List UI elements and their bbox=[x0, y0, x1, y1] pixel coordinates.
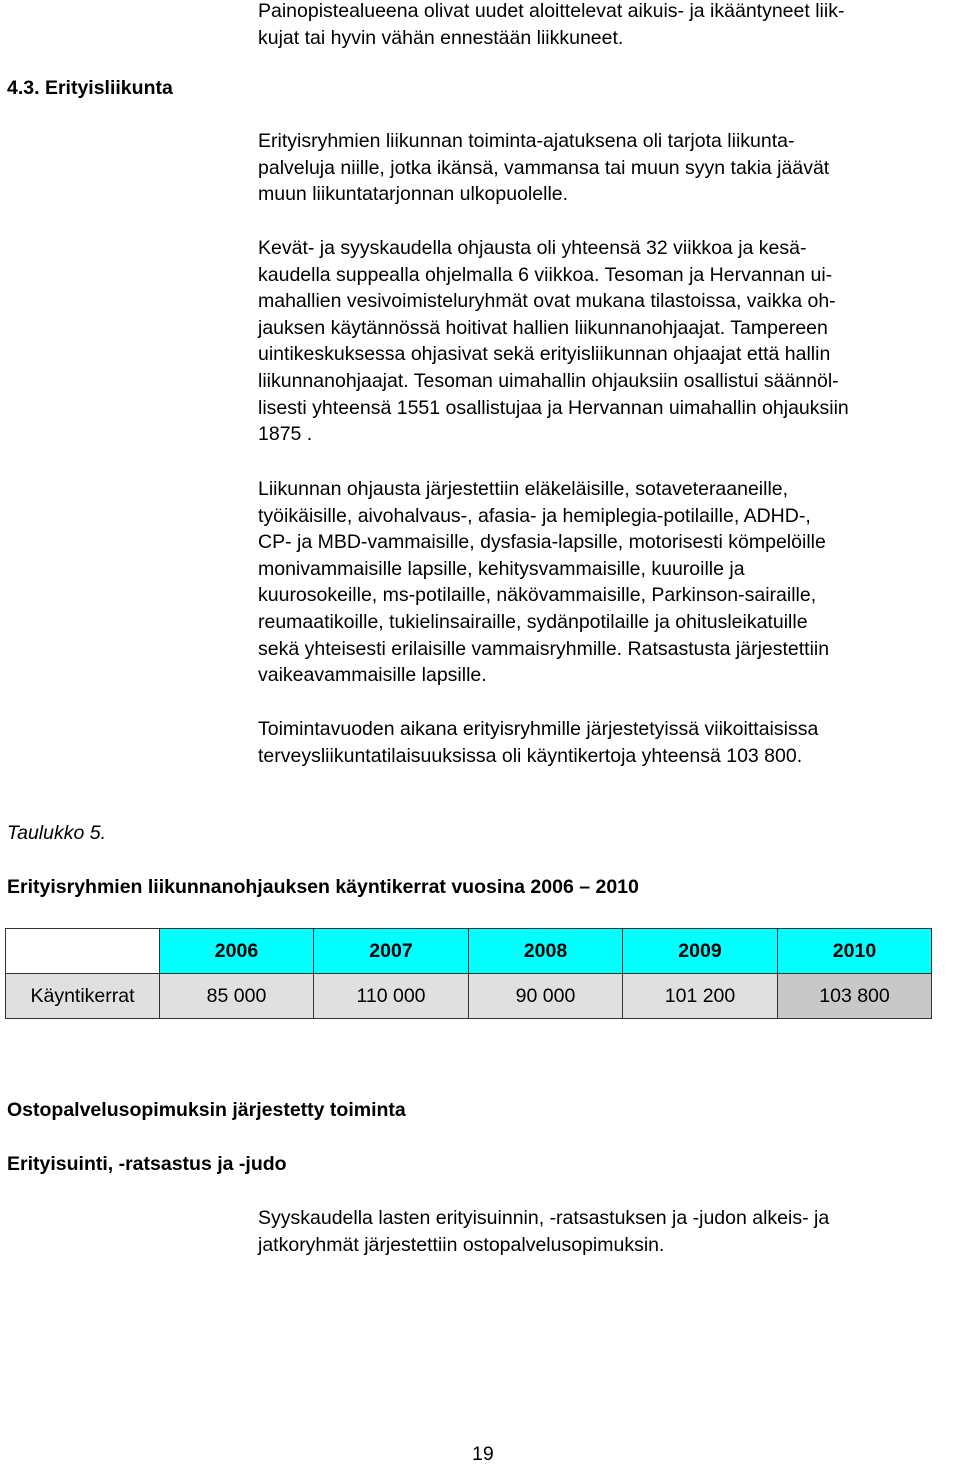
year-header: 2010 bbox=[778, 929, 932, 974]
year-header: 2006 bbox=[160, 929, 314, 974]
page-number: 19 bbox=[472, 1443, 494, 1465]
value-cell: 101 200 bbox=[623, 974, 778, 1019]
paragraph-line: Erityisryhmien liikunnan toiminta-ajatuksena oli tarjota liikunta- bbox=[258, 130, 795, 152]
paragraph-line: liikunnanohjaajat. Tesoman uimahallin ohjauksiin osallistui säännöl- bbox=[258, 369, 839, 392]
year-header: 2007 bbox=[314, 929, 469, 974]
paragraph-line: 1875 . bbox=[258, 423, 313, 446]
section-paragraph-1 bbox=[258, 128, 958, 208]
paragraph-line: vaikeavammaisille lapsille. bbox=[258, 664, 487, 687]
outsourcing-subheading: Erityisuinti, -ratsastus ja -judo bbox=[7, 1153, 287, 1175]
paragraph-line: Liikunnan ohjausta järjestettiin eläkeläisille, sotaveteraaneille, bbox=[258, 478, 789, 500]
paragraph-line: kuurosokeille, ms-potilaille, näkövammaisille, Parkinson-sairaille, bbox=[258, 584, 817, 607]
visits-table bbox=[5, 928, 932, 1019]
outsourcing-paragraph bbox=[258, 1205, 958, 1258]
paragraph-line: Toimintavuoden aikana erityisryhmille järjestetyissä viikoittaisissa bbox=[258, 718, 819, 740]
outsourcing-heading: Ostopalvelusopimuksin järjestetty toiminta bbox=[7, 1099, 406, 1121]
table-title: Erityisryhmien liikunnanohjauksen käyntikerrat vuosina 2006 – 2010 bbox=[7, 876, 639, 898]
section-paragraph-3 bbox=[258, 476, 958, 689]
table-header-row bbox=[6, 929, 932, 974]
intro-paragraph bbox=[258, 0, 958, 51]
value-cell: 85 000 bbox=[160, 974, 314, 1019]
section-heading: 4.3. Erityisliikunta bbox=[7, 77, 173, 99]
year-header: 2009 bbox=[623, 929, 778, 974]
paragraph-line: työikäisille, aivohalvaus-, afasia- ja hemiplegia-potilaille, ADHD-, bbox=[258, 504, 811, 527]
intro-line: kujat tai hyvin vähän ennestään liikkuneet. bbox=[258, 26, 624, 49]
row-label: Käyntikerrat bbox=[6, 974, 160, 1019]
paragraph-line: palveluja niille, jotka ikänsä, vammansa tai muun syyn takia jäävät bbox=[258, 156, 830, 179]
value-cell: 90 000 bbox=[469, 974, 623, 1019]
year-header: 2008 bbox=[469, 929, 623, 974]
paragraph-line: sekä yhteisesti erilaisille vammaisryhmille. Ratsastusta järjestettiin bbox=[258, 637, 830, 660]
header-blank-cell bbox=[6, 929, 160, 974]
paragraph-line: reumaatikoille, tukielinsairaille, sydänpotilaille ja ohitusleikatuille bbox=[258, 610, 808, 633]
paragraph-line: muun liikuntatarjonnan ulkopuolelle. bbox=[258, 183, 569, 206]
table-caption: Taulukko 5. bbox=[7, 822, 107, 844]
table-row bbox=[6, 974, 932, 1019]
intro-line: Painopistealueena olivat uudet aloittelevat aikuis- ja ikääntyneet liik- bbox=[258, 0, 845, 22]
paragraph-line: jauksen käytännössä hoitivat hallien liikunnanohjaajat. Tampereen bbox=[258, 316, 828, 339]
paragraph-line: Kevät- ja syyskaudella ohjausta oli yhteensä 32 viikkoa ja kesä- bbox=[258, 237, 807, 259]
paragraph-line: monivammaisille lapsille, kehitysvammaisille, kuuroille ja bbox=[258, 557, 745, 580]
section-paragraph-4 bbox=[258, 716, 958, 769]
section-paragraph-2 bbox=[258, 235, 958, 448]
value-cell: 103 800 bbox=[778, 974, 932, 1019]
paragraph-line: lisesti yhteensä 1551 osallistujaa ja Hervannan uimahallin ohjauksiin bbox=[258, 396, 849, 419]
paragraph-line: uintikeskuksessa ohjasivat sekä erityisliikunnan ohjaajat että hallin bbox=[258, 343, 831, 366]
paragraph-line: CP- ja MBD-vammaisille, dysfasia-lapsille, motorisesti kömpelöille bbox=[258, 531, 826, 554]
paragraph-line: kaudella suppealla ohjelmalla 6 viikkoa. Tesoman ja Hervannan ui- bbox=[258, 263, 833, 286]
paragraph-line: terveysliikuntatilaisuuksissa oli käyntikertoja yhteensä 103 800. bbox=[258, 744, 803, 767]
paragraph-line: Syyskaudella lasten erityisuinnin, -ratsastuksen ja -judon alkeis- ja bbox=[258, 1207, 830, 1229]
paragraph-line: jatkoryhmät järjestettiin ostopalvelusopimuksin. bbox=[258, 1233, 665, 1256]
paragraph-line: mahallien vesivoimisteluryhmät ovat mukana tilastoissa, vaikka oh- bbox=[258, 290, 836, 313]
value-cell: 110 000 bbox=[314, 974, 469, 1019]
